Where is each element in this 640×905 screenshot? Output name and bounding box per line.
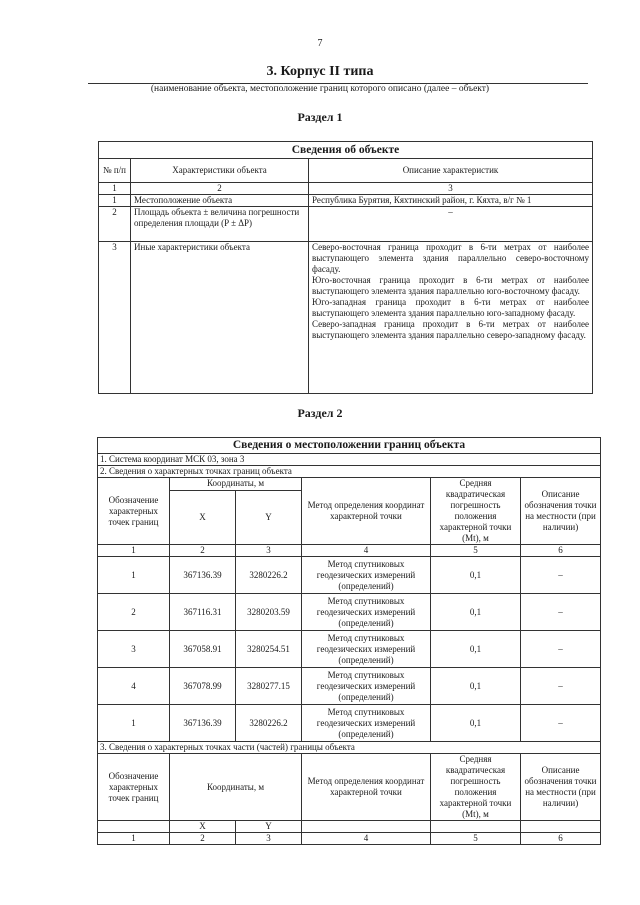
points-section-title: 2. Сведения о характерных точках границ объекта [98,466,601,478]
page-number: 7 [317,38,323,49]
empty-cell [431,821,521,833]
col-number-3: 3 [236,833,302,845]
col-header-characteristics: Характеристики объекта [131,159,309,183]
col-number-1: 1 [98,545,170,557]
coordinate-system: 1. Система координат МСК 03, зона 3 [98,454,601,466]
characteristic-name: Площадь объекта ± величина погрешности определения площади (P ± ΔP) [131,207,309,242]
col-header-x: X [170,490,236,544]
point-method: Метод спутниковых геодезических измерений (определений) [302,594,431,631]
col-header-method: Метод определения координат характерной точки [302,754,431,821]
point-error: 0,1 [431,594,521,631]
row-number: 2 [99,207,131,242]
point-error: 0,1 [431,631,521,668]
col-header-coordinates: Координаты, м [170,478,302,491]
parts-section-title: 3. Сведения о характерных точках части (частей) границы объекта [98,742,601,754]
col-header-error: Средняя квадратическая погрешность положения характерной точки (Mt), м [431,478,521,545]
point-y: 3280226.2 [236,557,302,594]
col-number-1: 1 [98,833,170,845]
point-x: 367116.31 [170,594,236,631]
boundary-northwest: Северо-западная граница проходит в 6-ти метрах от наиболее выступающего элемента здания параллельно северо-западному фасаду. [312,319,589,340]
col-header-coordinates: Координаты, м [170,754,302,821]
point-description: – [521,668,601,705]
col-header-point-description: Описание обозначения точки на местности (при наличии) [521,754,601,821]
point-description: – [521,705,601,742]
empty-cell [302,821,431,833]
col-header-y: Y [236,821,302,833]
point-y: 3280254.51 [236,631,302,668]
boundary-southeast: Юго-восточная граница проходит в 6-ти метрах от наиболее выступающего элемента здания параллельно юго-восточному фасаду. [312,275,589,296]
object-info-title: Сведения об объекте [99,142,593,159]
col-number-4: 4 [302,833,431,845]
point-method: Метод спутниковых геодезических измерений (определений) [302,668,431,705]
section1-label: Раздел 1 [297,110,343,124]
point-error: 0,1 [431,705,521,742]
point-method: Метод спутниковых геодезических измерений (определений) [302,631,431,668]
table-row [98,631,601,668]
boundary-northeast: Северо-восточная граница проходит в 6-ти метрах от наиболее выступающего элемента здания параллельно северо-восточному фасаду. [312,242,589,274]
col-number-2: 2 [170,545,236,557]
point-x: 367058.91 [170,631,236,668]
point-label: 1 [98,705,170,742]
col-number-3: 3 [236,545,302,557]
point-x: 367136.39 [170,705,236,742]
col-number-6: 6 [521,833,601,845]
characteristic-value [309,242,593,394]
col-number-2: 2 [170,833,236,845]
col-number-6: 6 [521,545,601,557]
characteristic-value: Республика Бурятия, Кяхтинский район, г. Кяхта, в/г № 1 [309,195,593,207]
characteristic-value: – [309,207,593,242]
object-info-table [98,141,593,394]
col-number-2: 2 [131,183,309,195]
point-description: – [521,557,601,594]
point-y: 3280203.59 [236,594,302,631]
col-header-points: Обозначение характерных точек границ [98,754,170,821]
col-number-5: 5 [431,545,521,557]
point-description: – [521,594,601,631]
col-header-description: Описание характеристик [309,159,593,183]
point-error: 0,1 [431,668,521,705]
point-label: 3 [98,631,170,668]
section2-label: Раздел 2 [297,406,343,420]
point-label: 4 [98,668,170,705]
empty-cell [521,821,601,833]
point-label: 2 [98,594,170,631]
table-row [99,207,593,242]
table-row [98,668,601,705]
point-x: 367078.99 [170,668,236,705]
point-y: 3280277.15 [236,668,302,705]
col-header-number: № п/п [99,159,131,183]
table-row [98,594,601,631]
point-label: 1 [98,557,170,594]
table-row [99,195,593,207]
table-row [99,242,593,394]
col-number-5: 5 [431,833,521,845]
boundary-points-table [97,437,601,845]
col-number-1: 1 [99,183,131,195]
boundary-table-title: Сведения о местоположении границ объекта [98,438,601,454]
title-caption: (наименование объекта, местоположение границ которого описано (далее – объект) [150,84,490,94]
col-header-x: X [170,821,236,833]
empty-cell [98,821,170,833]
row-number: 1 [99,195,131,207]
point-method: Метод спутниковых геодезических измерений (определений) [302,557,431,594]
col-header-points: Обозначение характерных точек границ [98,478,170,545]
boundary-southwest: Юго-западная граница проходит в 6-ти метрах от наиболее выступающего элемента здания параллельно юго-западному фасаду. [312,297,589,318]
row-number: 3 [99,242,131,394]
col-number-3: 3 [309,183,593,195]
point-error: 0,1 [431,557,521,594]
point-x: 367136.39 [170,557,236,594]
col-header-point-description: Описание обозначения точки на местности (при наличии) [521,478,601,545]
point-y: 3280226.2 [236,705,302,742]
table-row [98,705,601,742]
characteristic-name: Иные характеристики объекта [131,242,309,394]
col-header-method: Метод определения координат характерной точки [302,478,431,545]
table-row [98,557,601,594]
col-number-4: 4 [302,545,431,557]
col-header-y: Y [236,490,302,544]
characteristic-name: Местоположение объекта [131,195,309,207]
document-title: 3. Корпус II типа [266,64,374,79]
point-method: Метод спутниковых геодезических измерений (определений) [302,705,431,742]
point-description: – [521,631,601,668]
col-header-error: Средняя квадратическая погрешность положения характерной точки (Mt), м [431,754,521,821]
